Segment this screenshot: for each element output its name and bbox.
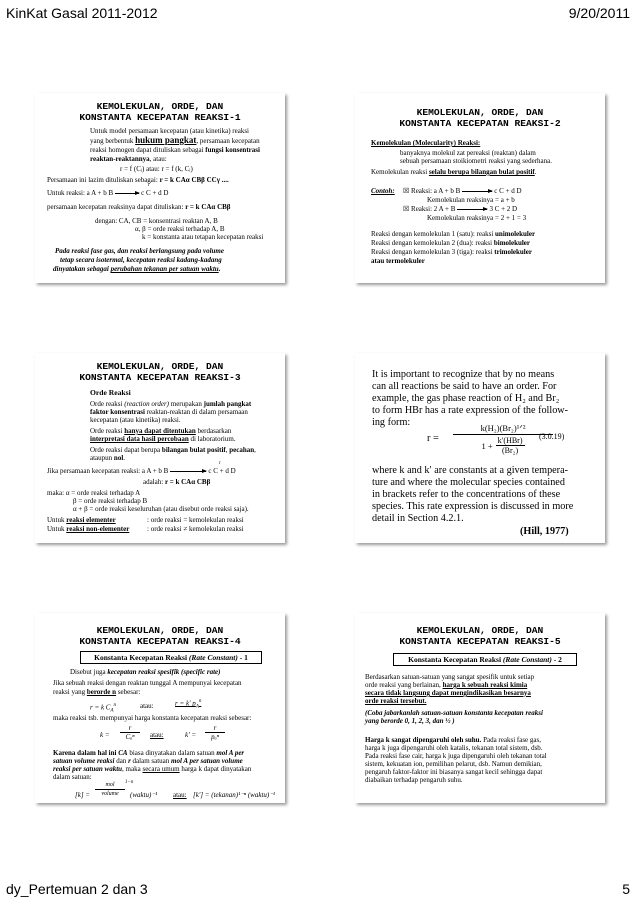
text-line: Jika sebuah reaksi dengan reaktan tunggal A mempunyai kecepatan	[53, 679, 242, 687]
slide-3	[35, 353, 285, 543]
text-line: faktor konsentrasi reaktan-reaktan di dalam persamaan	[90, 408, 248, 416]
bullet-icon: ☒	[403, 205, 410, 213]
text-line: ing form:	[372, 417, 411, 428]
arrow-icon	[115, 193, 139, 194]
text-line: satuan volume reaksi dan r dalam satuan mol A per satuan volume	[53, 757, 243, 765]
text-line: Untuk reaksi elementer : orde reaksi = kemolekulan reaksi	[47, 516, 244, 524]
text-line: reaksi per satuan waktu, maka secara umum harga k dapat dinyatakan	[53, 765, 252, 773]
text-line: orde reaksi tersebut.	[365, 697, 427, 705]
text-line: species. This rate expression is discussed in more	[372, 501, 574, 512]
text-line: detail in Section 4.2.1.	[372, 513, 464, 524]
equation-number: (3.0.19)	[539, 432, 565, 441]
text-line: Disebut juga kecepatan reaksi spesifik (specific rate)	[70, 668, 221, 676]
text-line: yang berbentuk hukum pangkat, persamaan kecepatan	[90, 135, 260, 145]
exponent: 1−n	[125, 780, 134, 785]
text-line: maka reaksi tsb. mempunyai harga konstanta kecepatan reaksi sebesar:	[53, 714, 252, 722]
definition: k = konstanta atau tetapan kecepatan reaksi	[142, 233, 264, 241]
slide-title: KEMOLEKULAN, ORDE, DAN KONSTANTA KECEPATAN REAKSI-2	[399, 107, 561, 129]
definition: β = orde reaksi terhadap B	[73, 497, 148, 505]
text-line: sistem, kekuatan ion, pemilihan pelarut, dsb. Namun demikian,	[365, 760, 542, 768]
equation-connector: atau:	[140, 702, 154, 710]
slide-title: KEMOLEKULAN, ORDE, DAN KONSTANTA KECEPATAN REAKSI-1	[79, 101, 241, 123]
text-line: Harga k sangat dipengaruhi oleh suhu. Pada reaksi fase gas,	[365, 736, 541, 744]
definition: maka: α = orde reaksi terhadap A	[47, 489, 141, 497]
text-line: yang berorde 0, 1, 2, 3, dan ½ )	[365, 717, 455, 725]
note-line: Pada reaksi fase gas, dan reaksi berlangsung pada volume	[55, 247, 224, 255]
section-heading: Orde Reaksi	[90, 388, 131, 397]
text-line: ataupun nol.	[90, 454, 126, 462]
text-line: Kemolekulan reaksinya = a + b	[427, 196, 515, 204]
arrow-label: r	[148, 183, 150, 188]
text-line: diabaikan terhadap pengaruh suhu.	[365, 776, 463, 784]
text-line: sebuah persamaan stoikiometri reaksi yang sederhana.	[400, 157, 553, 165]
equation: r = k' $p_A^n$	[175, 699, 202, 710]
definition: α + β = orde reaksi keseluruhan (atau disebut orde reaksi saja).	[73, 505, 249, 513]
bullet-icon: ☒	[403, 187, 410, 195]
text-line: example, the gas phase reaction of H₂ and Br₂	[372, 393, 560, 404]
document-header-date: 9/20/2011	[568, 5, 630, 21]
equation: k' =	[185, 731, 197, 739]
section-heading: Kemolekulan (Molecularity) Reaksi:	[371, 139, 481, 147]
text-line: reaksi homogen dapat dituliskan sebagai fungsi konsentrasi	[90, 146, 260, 154]
equation: r = f (Cᵢ) atau: r = f (k, Cᵢ)	[120, 165, 193, 173]
arrow-label: r	[219, 461, 221, 466]
unit-equation: [k] =	[75, 791, 91, 799]
equation-connector: atau:	[150, 731, 164, 739]
note-line: tetap secara isotermal, kecepatan reaksi kadang-kadang	[60, 256, 222, 264]
text-line: reaksi yang berorde n sebesar:	[53, 688, 141, 696]
slide-2	[355, 93, 605, 283]
text-line: dalam satuan:	[53, 773, 92, 781]
equation: r =	[427, 433, 439, 444]
text-line: Karena dalam hal ini CA biasa dinyatakan dalam satuan mol A per	[53, 749, 245, 757]
text-line: Reaksi dengan kemolekulan 3 (tiga): reaksi trimolekuler	[371, 248, 532, 256]
slide-title: KEMOLEKULAN, ORDE, DAN KONSTANTA KECEPATAN REAKSI-3	[79, 361, 241, 383]
slide-5	[35, 613, 285, 803]
text-line: Pada reaksi fase cair, harga k juga dipengaruhi oleh tekanan total	[365, 752, 547, 760]
text-line: Untuk model persamaan kecepatan (atau kinetika) reaksi	[90, 127, 249, 135]
text-line: kecepatan (atau kinetika) reaksi.	[90, 416, 181, 424]
text-line: interpretasi data hasil percobaan di laboratorium.	[90, 435, 236, 443]
text-line: can all reactions be said to have an order. For	[372, 381, 557, 392]
text-line: It is important to recognize that by no means	[372, 369, 555, 380]
equation-connector: atau:	[173, 791, 187, 799]
fraction: mol volume	[95, 781, 125, 799]
text-line: persamaan kecepatan reaksinya dapat dituliskan: r = k CAα CBβ	[47, 203, 231, 211]
slide-1	[35, 93, 285, 283]
document-header-title: KinKat Gasal 2011-2012	[6, 5, 158, 21]
definition: dengan: CA, CB = konsentrasi reaktan A, B	[95, 217, 218, 225]
fraction: r Cₐⁿ	[120, 724, 140, 742]
unit-equation: [k'] = (tekanan)¹⁻ⁿ (waktu)⁻¹	[193, 791, 276, 799]
section-box: Konstanta Kecepatan Reaksi (Rate Constant) - 1	[80, 651, 262, 664]
definition: α, β = orde reaksi terhadap A, B	[135, 225, 225, 233]
slide-title: KEMOLEKULAN, ORDE, DAN KONSTANTA KECEPATAN REAKSI-4	[79, 625, 241, 647]
text-line: atau termolekuler	[371, 257, 425, 265]
text-line: Orde reaksi (reaction order) merupakan jumlah pangkat	[90, 400, 252, 408]
text-line: Persamaan ini lazim dituliskan sebagai: r = k CAα CBβ CCγ ....	[47, 176, 229, 184]
equation: k =	[100, 731, 110, 739]
reaction-equation: Untuk reaksi: a A + b B c C + d D	[47, 189, 169, 197]
arrow-icon	[457, 209, 487, 210]
text-line: banyaknya molekul zat pereaksi (reaktan) dalam	[400, 149, 536, 157]
arrow-icon	[462, 191, 492, 192]
text-line: where k and k′ are constants at a given tempera-	[372, 465, 568, 476]
document-footer-page: 5	[622, 881, 630, 897]
example-reaction: ☒ Reaksi: 2 A + B 3 C + 2 D	[403, 205, 518, 213]
text-line: secara tidak langsung dapat mengindikasikan besarnya	[365, 689, 531, 697]
slide-6	[355, 613, 605, 803]
rate-expression: k(H₂)(Br₂)¹ᐟ² 1 + $\frac{\text{k′(HBr)}}{\text{(Br₂)}}$	[453, 423, 553, 455]
document-footer-title: dy_Pertemuan 2 dan 3	[6, 881, 148, 897]
text-line: pengaruh faktor-faktor ini biasanya sangat kecil sehingga dapat	[365, 768, 543, 776]
text-line: to form HBr has a rate expression of the follow-	[372, 405, 569, 416]
text-line: Kemolekulan reaksi selalu berupa bilangan bulat positif.	[371, 168, 537, 176]
text-line: Kemolekulan reaksinya = 2 + 1 = 3	[427, 214, 527, 222]
citation: (Hill, 1977)	[520, 526, 569, 537]
text-line: Orde reaksi dapat berupa bilangan bulat positif, pecahan,	[90, 446, 256, 454]
unit-equation: (waktu)⁻¹	[130, 791, 158, 799]
slide-4	[355, 353, 605, 543]
example-label: Contoh:	[371, 187, 395, 195]
text-line: in brackets refer to the concentrations of these	[372, 489, 561, 500]
example-reaction: ☒ Reaksi: a A + b B c C + d D	[403, 187, 522, 195]
arrow-icon	[170, 471, 206, 472]
text-line: reaktan-reaktannya, atau:	[90, 155, 167, 163]
text-line: Reaksi dengan kemolekulan 2 (dua): reaksi bimolekuler	[371, 239, 531, 247]
text-line: Reaksi dengan kemolekulan 1 (satu): reaksi unimolekuler	[371, 230, 536, 238]
reaction-equation: Jika persamaan kecepatan reaksi: a A + b B c C + d D	[47, 467, 236, 475]
text-line: ture and where the molecular species contained	[372, 477, 565, 488]
section-box: Konstanta Kecepatan Reaksi (Rate Constant) - 2	[393, 653, 577, 666]
text-line: harga k juga dipengaruhi oleh katalis, tekanan total sistem, dsb.	[365, 744, 543, 752]
text-line: Orde reaksi hanya dapat ditentukan berdasarkan	[90, 427, 232, 435]
text-line: (Coba jabarkanlah satuan-satuan konstanta kecepatan reaksi	[365, 709, 543, 717]
slide-title: KEMOLEKULAN, ORDE, DAN KONSTANTA KECEPATAN REAKSI-5	[399, 625, 561, 647]
text-line: adalah: r = k CAα CBβ	[143, 478, 211, 486]
note-line: dinyatakan sebagai perubahan tekanan per satuan waktu.	[53, 265, 221, 273]
text-line: orde reaksi yang berlainan, harga k sebuah reaksi kimia	[365, 681, 528, 689]
text-line: Untuk reaksi non-elementer : orde reaksi ≠ kemolekulan reaksi	[47, 525, 244, 533]
fraction: r pₐⁿ	[205, 724, 225, 742]
text-line: Berdasarkan satuan-satuan yang sangat spesifik untuk setiap	[365, 673, 535, 681]
equation: r = k $C_A^n$	[90, 703, 117, 714]
